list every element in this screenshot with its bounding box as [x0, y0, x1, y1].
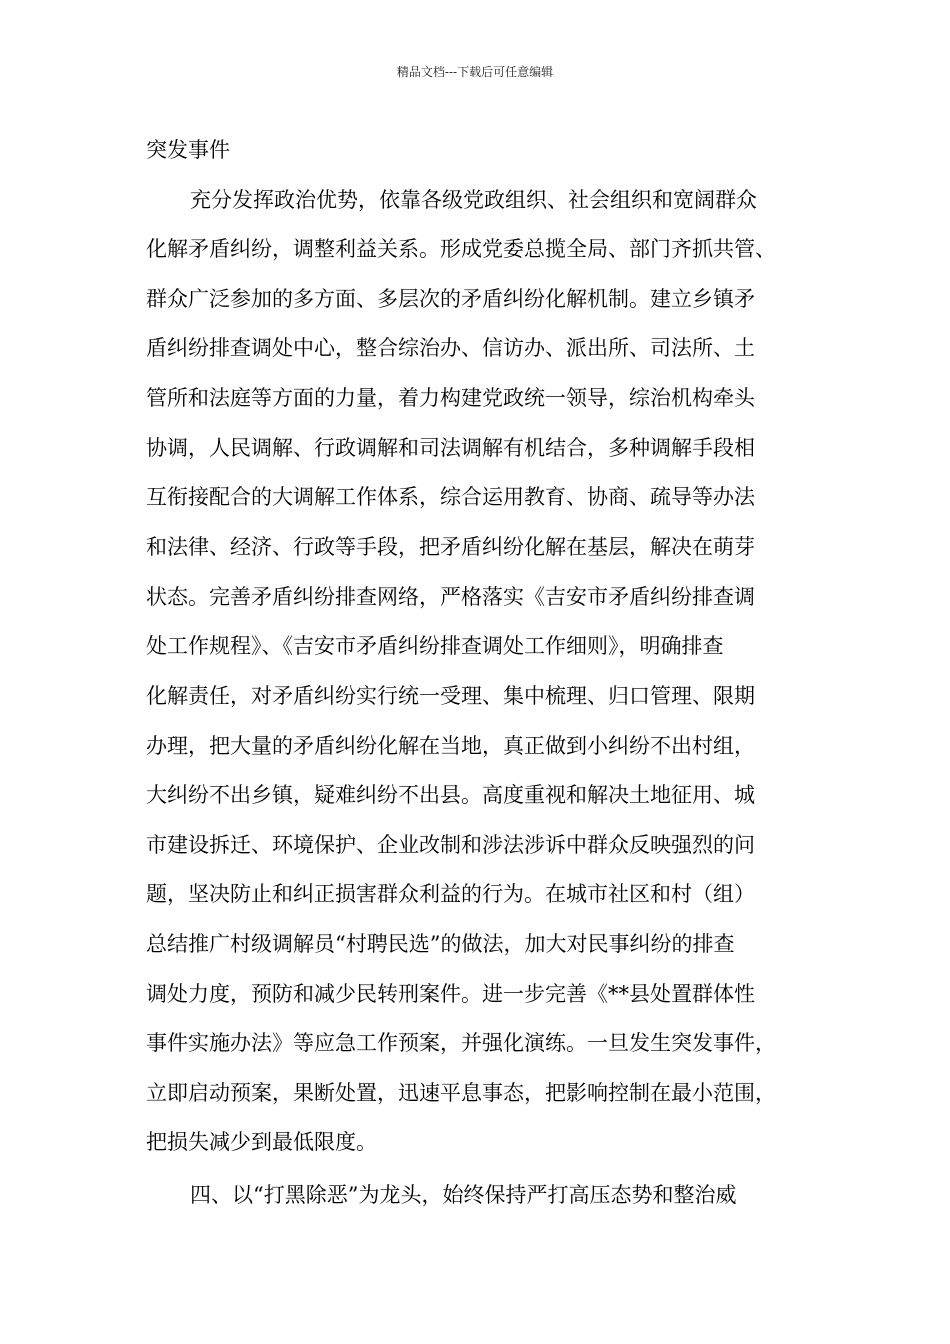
paragraph-line: 立即启动预案，果断处置，迅速平息事态，把影响控制在最小范围，	[146, 1081, 776, 1105]
paragraph-line: 事件实施办法》等应急工作预案，并强化演练。一旦发生突发事件，	[146, 1031, 776, 1055]
paragraph-line: 群众广泛参加的多方面、多层次的矛盾纠纷化解机制。建立乡镇矛	[146, 287, 755, 311]
paragraph-line: 总结推广村级调解员“村聘民选”的做法，加大对民事纠纷的排查	[146, 932, 735, 956]
section-heading-four: 四、以“打黑除恶”为龙头，始终保持严打高压态势和整治威	[190, 1183, 737, 1207]
section-continuation-line: 突发事件	[146, 138, 230, 162]
paragraph-line: 题，坚决防止和纠正损害群众利益的行为。在城市社区和村（组）	[146, 882, 755, 906]
paragraph-line: 处工作规程》、《吉安市矛盾纠纷排查调处工作细则》，明确排查	[146, 634, 724, 658]
paragraph-line: 盾纠纷排查调处中心，整合综治办、信访办、派出所、司法所、土	[146, 336, 755, 360]
paragraph-line: 互衔接配合的大调解工作体系，综合运用教育、协商、疏导等办法	[146, 485, 755, 509]
paragraph-line: 大纠纷不出乡镇，疑难纠纷不出县。高度重视和解决土地征用、城	[146, 783, 755, 807]
paragraph-line: 化解责任，对矛盾纠纷实行统一受理、集中梳理、归口管理、限期	[146, 684, 755, 708]
paragraph-line: 市建设拆迁、环境保护、企业改制和涉法涉诉中群众反映强烈的问	[146, 833, 755, 857]
paragraph-line: 协调，人民调解、行政调解和司法调解有机结合，多种调解手段相	[146, 436, 755, 460]
paragraph-first-line: 充分发挥政治优势，依靠各级党政组织、社会组织和宽阔群众	[190, 188, 757, 212]
paragraph-line: 化解矛盾纠纷，调整利益关系。形成党委总揽全局、部门齐抓共管、	[146, 237, 776, 261]
paragraph-line: 状态。完善矛盾纠纷排查网络，严格落实《吉安市矛盾纠纷排查调	[146, 585, 755, 609]
page-header: 精品文档---下载后可任意编辑	[396, 65, 554, 79]
paragraph-line: 和法律、经济、行政等手段，把矛盾纠纷化解在基层，解决在萌芽	[146, 535, 755, 559]
paragraph-line: 办理，把大量的矛盾纠纷化解在当地，真正做到小纠纷不出村组，	[146, 734, 755, 758]
paragraph-last-line: 把损失减少到最低限度。	[146, 1130, 377, 1154]
paragraph-line: 调处力度，预防和减少民转刑案件。进一步完善《**县处置群体性	[146, 982, 755, 1006]
paragraph-line: 管所和法庭等方面的力量，着力构建党政统一领导，综治机构牵头	[146, 386, 755, 410]
